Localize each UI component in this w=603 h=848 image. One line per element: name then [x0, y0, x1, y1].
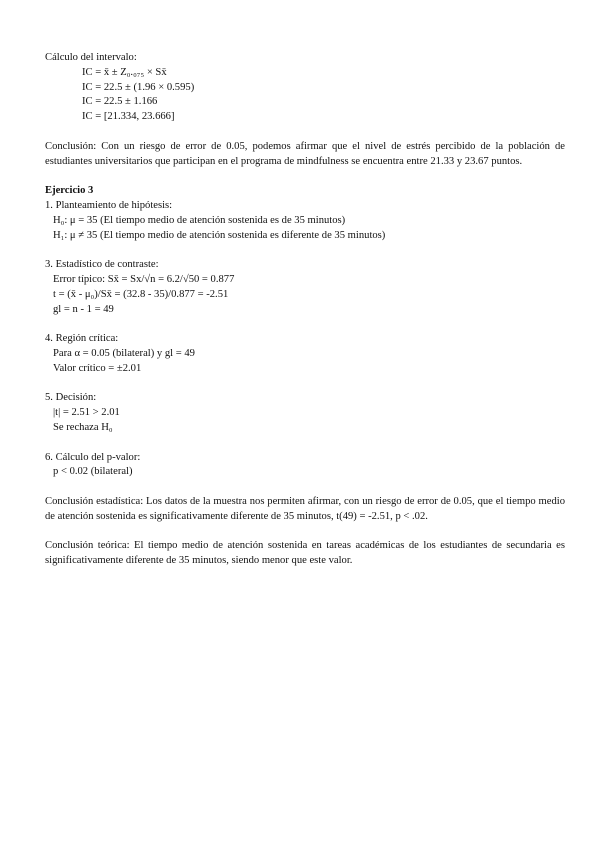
spacer: [45, 243, 565, 258]
exercise-title: Ejercicio 3: [45, 185, 94, 197]
spacer: [45, 317, 565, 332]
spacer: [45, 125, 565, 140]
step-3-heading: 3. Estadístico de contraste:: [45, 259, 159, 271]
interval-formula-line: IC = [21.334, 23.666]: [82, 111, 175, 123]
interval-conclusion: Conclusión: Con un riesgo de error de 0.05, podemos afirmar que el nivel de estrés percibido de la población de estudiantes universitarios que participan en el programa de mindfulness se encuentra entre 21.33 y 23.67 puntos.: [45, 140, 565, 167]
step-5-heading: 5. Decisión:: [45, 392, 97, 404]
statistical-conclusion: Conclusión estadística: Los datos de la muestra nos permiten afirmar, con un riesgo de error de 0.05, que el tiempo medio de atención sostenida es significativamente diferente de 35 minutos, t(49) = -2.51, p < .02.: [45, 495, 565, 522]
spacer: [45, 480, 565, 495]
step-1-heading: 1. Planteamiento de hipótesis:: [45, 199, 173, 211]
step-4-line: Para α = 0.05 (bilateral) y gl = 49: [53, 347, 195, 359]
spacer: [45, 525, 565, 540]
alt-hypothesis: H₁: μ ≠ 35 (El tiempo medio de atención sostenida es diferente de 35 minutos): [53, 229, 386, 241]
step-4-heading: 4. Región crítica:: [45, 333, 119, 345]
interval-formula-line: IC = 22.5 ± (1.96 × 0.595): [82, 81, 195, 93]
spacer: [45, 169, 565, 184]
step-6-line: p < 0.02 (bilateral): [53, 466, 133, 478]
interval-formula-line: IC = x̄ ± Z₀.₀₇₅ × Sx̄: [82, 66, 167, 78]
theoretical-conclusion: Conclusión teórica: El tiempo medio de atención sostenida en tareas académicas de los estudiantes de secundaria es significativamente diferente de 35 minutos, siendo menor que este valor.: [45, 540, 565, 567]
step-5-line: |t| = 2.51 > 2.01: [53, 407, 120, 419]
step-3-line: gl = n - 1 = 49: [53, 303, 114, 315]
step-3-line: Error típico: Sx̄ = Sx/√n = 6.2/√50 = 0.877: [53, 273, 235, 285]
null-hypothesis: H₀: μ = 35 (El tiempo medio de atención sostenida es de 35 minutos): [53, 214, 346, 226]
spacer: [45, 377, 565, 392]
spacer: [45, 436, 565, 451]
interval-heading: Cálculo del intervalo:: [45, 52, 137, 63]
step-6-heading: 6. Cálculo del p-valor:: [45, 451, 141, 463]
document-body: [45, 51, 565, 569]
interval-formula-line: IC = 22.5 ± 1.166: [82, 96, 158, 108]
step-5-line: Se rechaza H₀: [53, 421, 113, 433]
step-3-line: t = (x̄ - μ₀)/Sx̄ = (32.8 - 35)/0.877 = -2.51: [53, 288, 229, 300]
step-4-line: Valor crítico = ±2.01: [53, 362, 142, 374]
